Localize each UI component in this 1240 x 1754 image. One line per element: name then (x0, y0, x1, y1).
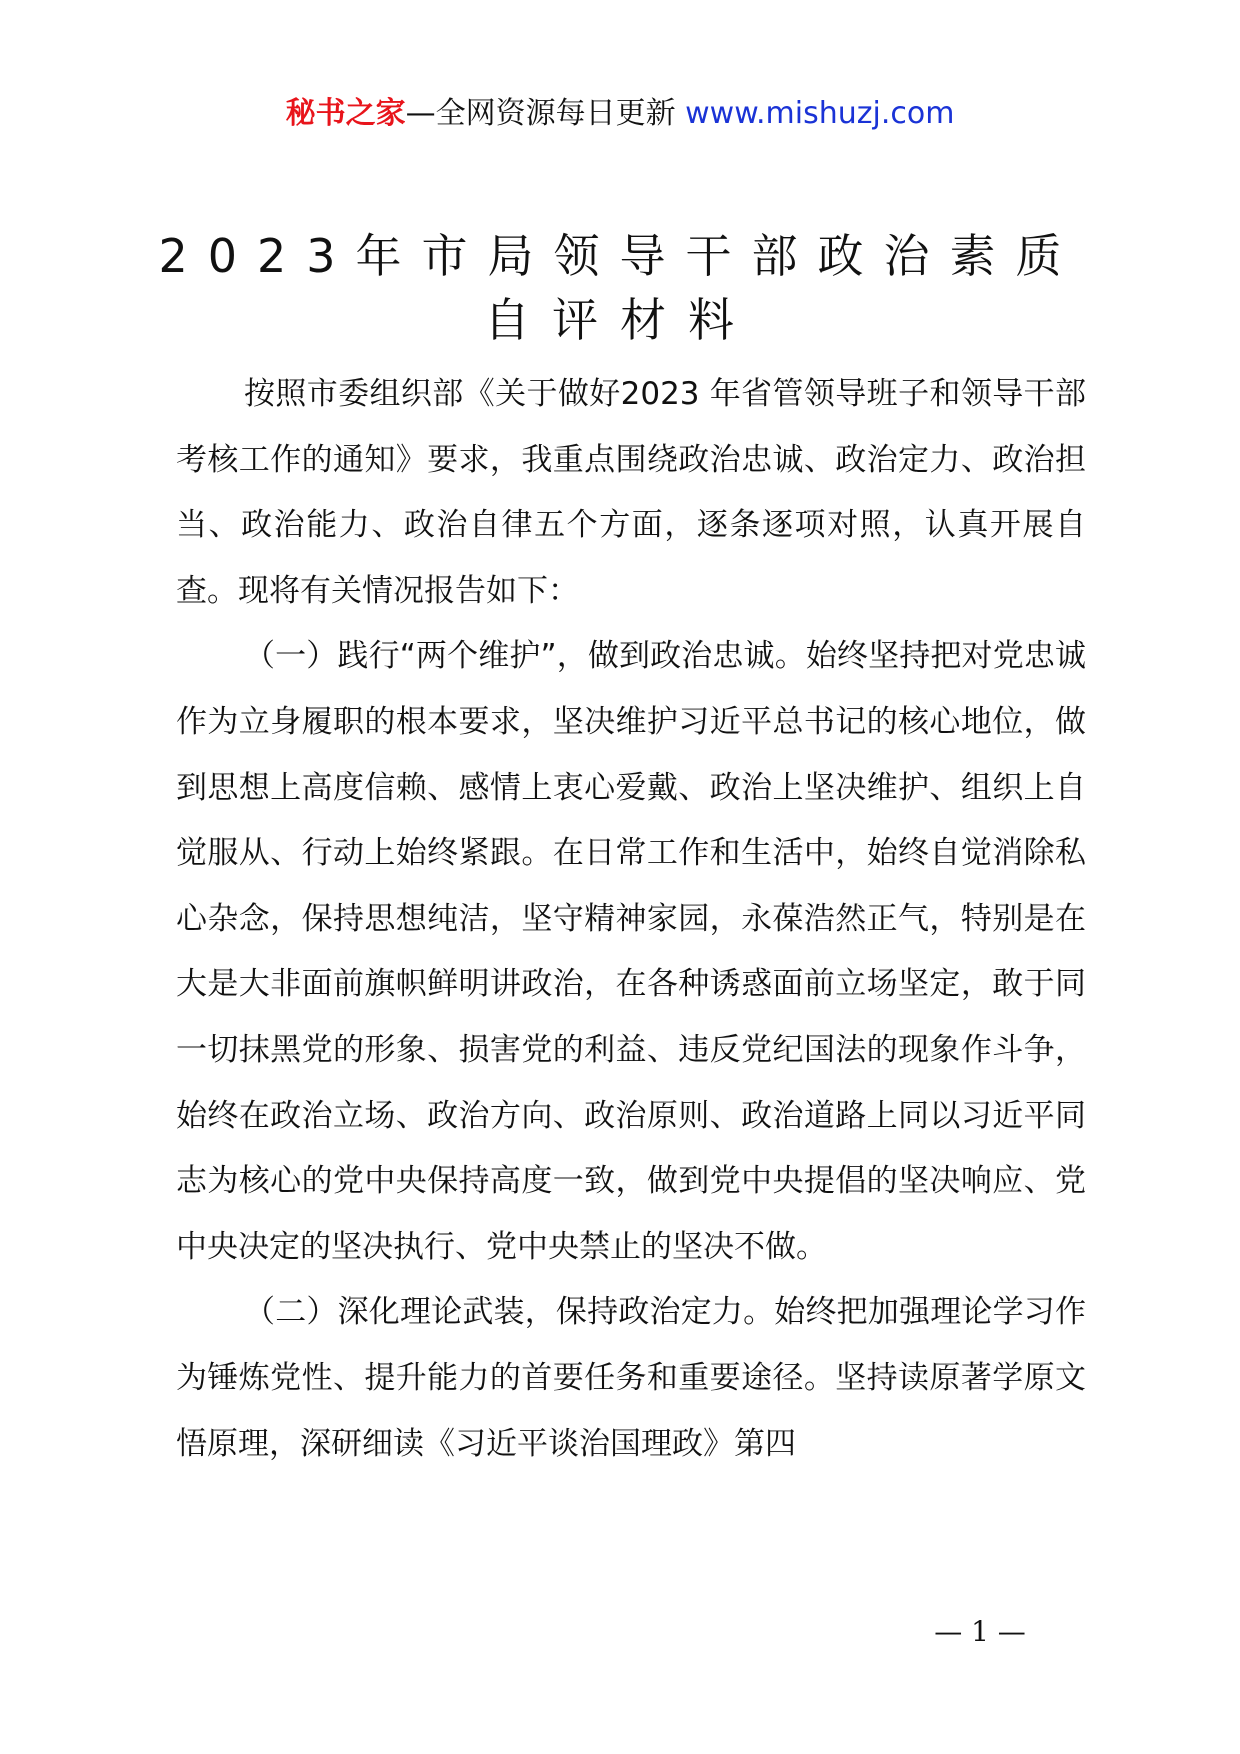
section-two-paragraph: （二）深化理论武装，保持政治定力。始终把加强理论学习作为锤炼党性、提升能力的首要任务和重要途径。坚持读原著学原文悟原理，深研细读《习近平谈治国理政》第四 (176, 1294, 1086, 1462)
document-body (176, 362, 1086, 1477)
site-banner (0, 94, 1240, 134)
section-one-paragraph: （一）践行“两个维护”，做到政治忠诚。始终坚持把对党忠诚作为立身履职的根本要求，坚决维护习近平总书记的核心地位，做到思想上高度信赖、感情上衷心爱戴、政治上坚决维护、组织上自觉服从、行动上始终紧跟。在日常工作和生活中，始终自觉消除私心杂念，保持思想纯洁，坚守精神家园，永葆浩然正气，特别是在大是大非面前旗帜鲜明讲政治，在各种诱惑面前立场坚定，敢于同一切抹黑党的形象、损害党的利益、违反党纪国法的现象作斗争，始终在政治立场、政治方向、政治原则、政治道路上同以习近平同志为核心的党中央保持高度一致，做到党中央提倡的坚决响应、党中央决定的坚决执行、党中央禁止的坚决不做。 (176, 638, 1086, 1265)
banner-slogan: —全网资源每日更新 (405, 96, 676, 131)
site-url-link[interactable]: www.mishuzj.com (685, 96, 955, 131)
brand-name: 秘书之家 (285, 96, 406, 131)
page-number: — 1 — (934, 1615, 1026, 1648)
document-title-line-1: 2023年市局领导干部政治素质 (158, 229, 1082, 283)
intro-paragraph: 按照市委组织部《关于做好2023 年省管领导班子和领导干部考核工作的通知》要求，我重点围绕政治忠诚、政治定力、政治担当、政治能力、政治自律五个方面，逐条逐项对照，认真开展自查。现将有关情况报告如下： (176, 376, 1086, 609)
document-title-line-2: 自评材料 (484, 293, 756, 347)
